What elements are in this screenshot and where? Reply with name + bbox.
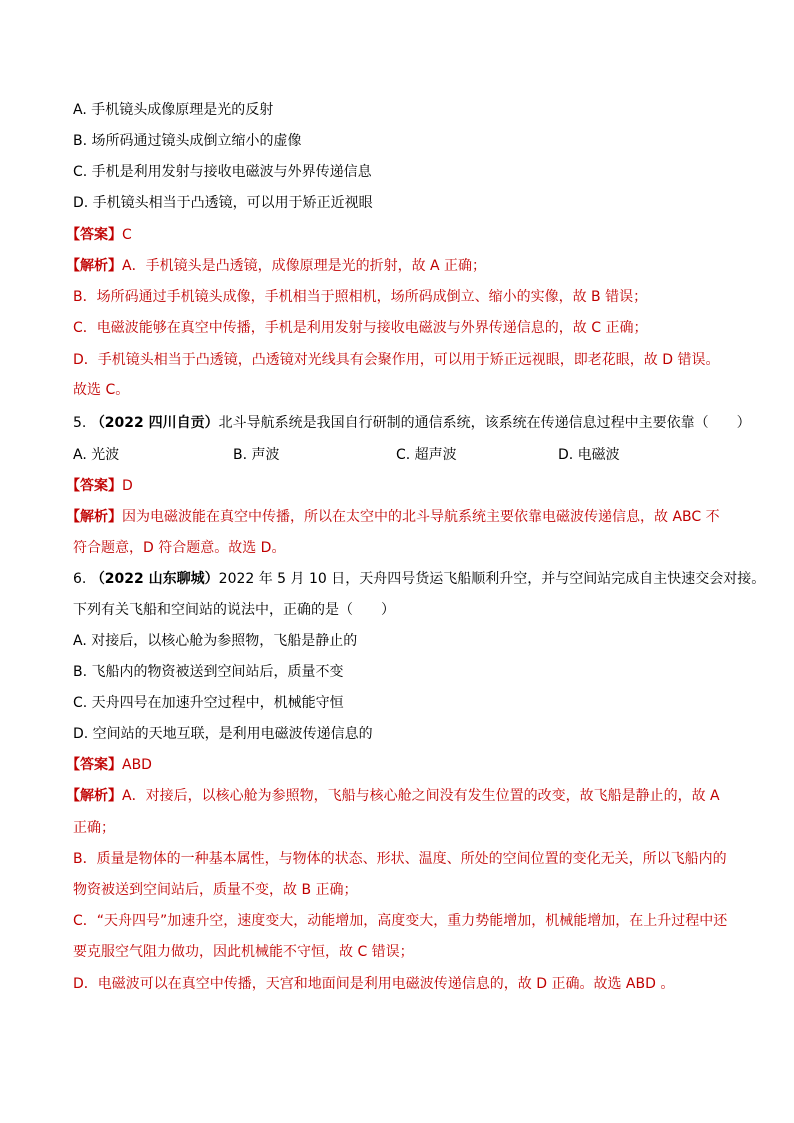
q4-answer: [66, 225, 132, 245]
q4-analysis-line-1: 【解析】A．手机镜头是凸透镜，成像原理是光的折射，故 A 正确；: [66, 258, 487, 274]
q5-analysis-line-2: 符合题意，D 符合题意。故选 D。: [73, 540, 286, 556]
q5-source: （2022 四川自贡）: [90, 415, 219, 431]
q5-option-c: C. 超声波: [396, 447, 457, 463]
q6-source: （2022 山东聊城）: [90, 571, 219, 587]
q6-answer: 【答案】ABD: [66, 757, 152, 773]
q5-option-b: B. 声波: [233, 447, 280, 463]
q5-answer: 【答案】D: [66, 478, 133, 494]
q6-option-c: C. 天舟四号在加速升空过程中，机械能守恒: [73, 695, 344, 711]
q4-analysis-line-2: B．场所码通过手机镜头成像，手机相当于照相机，场所码成倒立、缩小的实像，故 B 错误；: [73, 289, 648, 305]
answer-value: C: [122, 227, 132, 243]
q5-stem-text: 北斗导航系统是我国自行研制的通信系统，该系统在传递信息过程中主要依靠（ ）: [218, 415, 751, 431]
q4-option-d: D. 手机镜头相当于凸透镜，可以用于矫正近视眼: [73, 195, 373, 211]
q6-analysis-line-5: C．“天舟四号”加速升空，速度变大，动能增加，高度变大，重力势能增加，机械能增加，在上升过程中还: [73, 913, 728, 929]
answer-label: 【答案】: [66, 227, 122, 243]
q4-option-b: B. 场所码通过镜头成倒立缩小的虚像: [73, 133, 302, 149]
q4-analysis-line-5: 故选 C。: [73, 382, 130, 398]
q5-option-a: A. 光波: [73, 447, 120, 463]
q6-analysis-line-7: D．电磁波可以在真空中传播，天宫和地面间是利用电磁波传递信息的，故 D 正确。故选 ABD 。: [73, 976, 675, 992]
q4-option-a: A. 手机镜头成像原理是光的反射: [73, 102, 274, 118]
q6-number: 6.: [73, 571, 87, 587]
q6-stem-line-2: 下列有关飞船和空间站的说法中，正确的是（ ）: [73, 602, 395, 618]
q5-analysis-line-1: 【解析】因为电磁波能在真空中传播，所以在太空中的北斗导航系统主要依靠电磁波传递信息，故 ABC 不: [66, 509, 720, 525]
analysis-label: 【解析】: [66, 258, 122, 274]
q4-option-c: C. 手机是利用发射与接收电磁波与外界传递信息: [73, 164, 372, 180]
q5-option-d: D. 电磁波: [558, 447, 620, 463]
q6-option-a: A. 对接后，以核心舱为参照物，飞船是静止的: [73, 633, 358, 649]
q6-analysis-line-4: 物资被送到空间站后，质量不变，故 B 正确；: [73, 882, 358, 898]
q5-stem: [73, 413, 751, 433]
q6-analysis-line-1: 【解析】A．对接后，以核心舱为参照物，飞船与核心舱之间没有发生位置的改变，故飞船是静止的，故 A: [66, 788, 720, 804]
q6-analysis-line-3: B．质量是物体的一种基本属性，与物体的状态、形状、温度、所处的空间位置的变化无关，所以飞船内的: [73, 851, 727, 867]
q6-analysis-line-6: 要克服空气阻力做功，因此机械能不守恒，故 C 错误；: [73, 944, 414, 960]
q4-analysis-line-3: C．电磁波能够在真空中传播，手机是利用发射与接收电磁波与外界传递信息的，故 C 正确；: [73, 320, 648, 336]
q6-analysis-line-2: 正确；: [73, 820, 115, 836]
q6-option-b: B. 飞船内的物资被送到空间站后，质量不变: [73, 664, 344, 680]
q5-number: 5.: [73, 415, 87, 431]
q6-option-d: D. 空间站的天地互联，是利用电磁波传递信息的: [73, 726, 373, 742]
q4-analysis-line-4: D．手机镜头相当于凸透镜，凸透镜对光线具有会聚作用，可以用于矫正远视眼，即老花眼，故 D 错误。: [73, 352, 720, 368]
q6-stem-line-1: 6. （2022 山东聊城）2022 年 5 月 10 日，天舟四号货运飞船顺利升空，并与空间站完成自主快速交会对接。: [73, 571, 766, 587]
